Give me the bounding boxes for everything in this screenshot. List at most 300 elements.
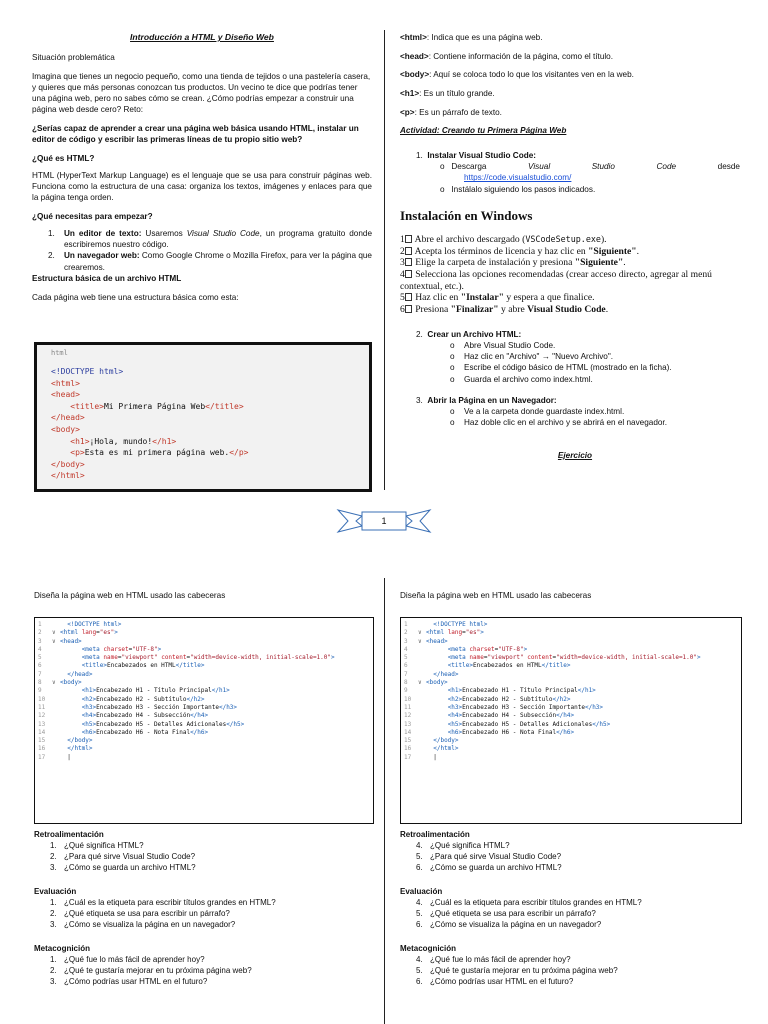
step2-title: Crear un Archivo HTML:: [427, 330, 522, 340]
code-token: <body>: [51, 424, 80, 434]
question-text: ¿Qué significa HTML?: [64, 841, 144, 850]
install-step: [400, 246, 740, 258]
tag-name: <p>: [400, 107, 415, 117]
bullet-item: [450, 406, 740, 417]
code-token: >: [697, 654, 701, 662]
code-token: <title>: [81, 662, 107, 670]
code-token: Esta es mi primera página web.: [84, 448, 230, 458]
necesitas-list: [32, 228, 372, 272]
question-text: ¿Cuál es la etiqueta para escribir títulos grandes en HTML?: [64, 898, 276, 907]
code-row: [38, 696, 370, 704]
line-number: 6: [38, 662, 42, 670]
bullet-circle-icon: o: [440, 184, 445, 194]
code-token: <h1>: [447, 687, 463, 695]
install-step: [400, 292, 740, 304]
missing-glyph-icon: [405, 235, 412, 243]
line-number: 15: [404, 737, 412, 745]
code-row: [404, 737, 738, 745]
item-number: 2.: [48, 251, 55, 261]
actividad-title: Actividad: Creando tu Primera Página Web: [400, 126, 567, 136]
question-number: 1.: [50, 898, 57, 907]
item-bold: Un navegador web:: [64, 251, 140, 261]
code-token: Encabezado H4 - Subsección: [96, 712, 191, 720]
code-token: <html: [60, 629, 82, 637]
code-row: [404, 662, 738, 670]
code-token: <title>: [447, 662, 473, 670]
question-section: [400, 943, 740, 987]
step-text: Presiona: [415, 303, 451, 315]
code-token: </head>: [433, 670, 459, 678]
desde-label: desde: [717, 162, 740, 172]
step1-number: 1.: [416, 151, 423, 161]
question-item: [400, 897, 740, 908]
code-token: Encabezados en HTML: [106, 662, 176, 670]
step-text: Selecciona las opciones recomendadas (crear acceso directo, agregar al menú contextual, etc.).: [400, 268, 712, 292]
step-text-c: .: [623, 257, 626, 269]
question-number: 4.: [416, 898, 423, 907]
fold-chevron-icon: ∨: [418, 637, 422, 645]
code-token: </h2>: [186, 695, 205, 703]
code-token: <head>: [426, 637, 448, 645]
question-item: [34, 840, 374, 851]
code-token: <body>: [426, 679, 448, 687]
section-title: Metacognición: [400, 944, 457, 953]
code-token: </h3>: [218, 703, 238, 711]
code-lines: [51, 366, 355, 482]
code-token: <h5>: [447, 720, 463, 728]
code-token: name: [469, 654, 484, 662]
tag-desc: : Indica que es una página web.: [426, 33, 543, 42]
code-token: =: [96, 629, 100, 637]
question-item: [34, 908, 374, 919]
code-token: </h6>: [190, 728, 209, 736]
code-row: [38, 654, 370, 662]
bullet-item: [450, 340, 740, 351]
question-number: 3.: [50, 863, 57, 872]
step-number: 3: [400, 257, 405, 269]
item-body: [64, 250, 372, 272]
code-token: </body>: [67, 737, 93, 745]
tag-desc: : Es un párrafo de texto.: [414, 107, 502, 117]
page1-left-column: [32, 32, 372, 303]
bullet-circle-icon: o: [450, 417, 455, 427]
install-step: [400, 257, 740, 269]
step1-download: [416, 161, 740, 172]
ejercicio-heading: Ejercicio: [557, 450, 593, 460]
line-number: 16: [38, 745, 46, 753]
fold-chevron-icon: ∨: [52, 679, 56, 687]
code-token: <h2>: [81, 695, 97, 703]
page2-column-divider: [384, 578, 385, 1024]
tag-definition: [400, 69, 740, 80]
step1-title: Instalar Visual Studio Code:: [427, 151, 536, 161]
step-number: 6: [400, 303, 405, 315]
step-text: Elige la carpeta de instalación y presiona: [415, 257, 575, 269]
step3-list: [416, 406, 740, 428]
item-pre: Como Google Chrome o Mozilla Firefox, para ver la página que crearemos.: [64, 251, 372, 272]
step-text: Abre el archivo descargado (: [414, 234, 526, 246]
step2-list: [416, 340, 740, 384]
code-line: [51, 389, 355, 401]
install-heading: Instalación en Windows: [400, 207, 533, 223]
question-text: ¿Qué etiqueta se usa para escribir un párrafo?: [430, 909, 596, 918]
line-number: 8: [404, 679, 408, 687]
code-token: <meta: [81, 645, 104, 653]
code-token: >: [157, 645, 162, 653]
code-line: [51, 378, 355, 390]
code-token: </title>: [175, 662, 205, 670]
line-number: 7: [38, 670, 42, 678]
item-bold: Un editor de texto:: [64, 229, 142, 239]
question-item: [400, 908, 740, 919]
line-number: 17: [38, 753, 46, 761]
line-number: 5: [404, 654, 408, 662]
line-number: 9: [38, 687, 42, 695]
situacion-label: Situación problemática: [32, 52, 115, 62]
line-number: 2: [404, 629, 408, 637]
question-number: 2.: [50, 852, 57, 861]
code-row: [404, 654, 738, 662]
code-token: <h6>: [81, 728, 97, 736]
question-item: [400, 851, 740, 862]
line-number: 13: [38, 720, 46, 728]
question-item: [400, 976, 740, 987]
tag-desc: : Aquí se coloca todo lo que los visitantes ven en la web.: [429, 70, 634, 80]
item-italic: Visual Studio Code: [186, 229, 260, 239]
question-number: 1.: [50, 841, 57, 850]
step-bold: "Finalizar": [450, 303, 499, 315]
code-token: </h1>: [152, 436, 177, 446]
code-token: </head>: [67, 670, 93, 678]
line-number: 8: [38, 679, 42, 687]
step-text-c: y abre: [498, 303, 528, 315]
code-token: <head>: [60, 637, 82, 645]
line-number: 2: [38, 629, 42, 637]
tag-definition: [400, 51, 740, 62]
question-section: [400, 829, 740, 873]
question-number: 5.: [416, 909, 423, 918]
fold-chevron-icon: ∨: [418, 629, 422, 637]
code-token: </html>: [51, 471, 85, 481]
code-row: [38, 721, 370, 729]
question-section: [34, 829, 374, 873]
tag-definition: [400, 88, 740, 99]
line-number: 3: [404, 637, 408, 645]
code-token: Encabezado H2 - Subtítulo: [462, 695, 553, 703]
section-title: Metacognición: [34, 944, 91, 953]
code-token: <head>: [51, 390, 80, 400]
vs-word-2: Studio: [591, 162, 615, 172]
page1-column-divider: [384, 30, 385, 490]
tag-desc: : Es un título grande.: [419, 88, 495, 98]
step-text-b: ).: [600, 234, 607, 246]
bullet-item: [450, 417, 740, 428]
code-token: </h5>: [226, 720, 245, 728]
step-text-c: .: [636, 245, 639, 257]
step-number: 2: [400, 245, 405, 257]
question-number: 4.: [416, 841, 423, 850]
step-text: Haz clic en: [415, 292, 461, 304]
estructura-text: Cada página web tiene una estructura básica como esta:: [32, 292, 239, 302]
question-item: [34, 919, 374, 930]
bullet-circle-icon: o: [450, 363, 455, 373]
necesitas-item: [32, 228, 372, 250]
step-mono: VSCodeSetup.exe: [525, 234, 601, 245]
code-token: =: [552, 654, 557, 662]
code-token: =: [186, 654, 191, 662]
step3-title: Abrir la Página en un Navegador:: [427, 395, 557, 405]
line-number: 4: [38, 645, 42, 653]
line-number: 5: [38, 654, 42, 662]
question-text: ¿Para qué sirve Visual Studio Code?: [64, 852, 196, 861]
question-section: [34, 886, 374, 930]
fold-chevron-icon: ∨: [418, 679, 422, 687]
vscode-download-link[interactable]: https://code.visualstudio.com/: [464, 173, 572, 183]
line-number: 14: [38, 728, 46, 736]
code-token: Encabezado H1 - Título Principal: [462, 687, 578, 695]
code-token: =: [462, 629, 466, 637]
code-row: [38, 737, 370, 745]
code-row: [38, 745, 370, 753]
code-row: [404, 687, 738, 695]
question-text: ¿Qué te gustaría mejorar en tu próxima página web?: [64, 966, 252, 975]
bullet-circle-icon: o: [450, 352, 455, 362]
vs-word-1: Visual: [528, 162, 551, 172]
code-token: >: [480, 629, 484, 637]
code-row: [404, 712, 738, 720]
line-number: 10: [38, 695, 46, 703]
code-token: </p>: [229, 448, 249, 458]
tag-name: <body>: [400, 70, 430, 80]
code-row: [38, 679, 370, 687]
code-token: </h2>: [552, 695, 571, 703]
tag-name: <html>: [400, 33, 427, 42]
code-token: <h4>: [447, 712, 463, 720]
code-token: Encabezado H1 - Título Principal: [96, 687, 212, 695]
page2-left-heading: Diseña la página web en HTML usado las cabeceras: [34, 591, 226, 600]
item-pre: Usaremos: [141, 229, 187, 239]
line-number: 1: [404, 621, 408, 628]
code-token: |: [67, 753, 71, 761]
fold-chevron-icon: ∨: [52, 637, 56, 645]
question-text: ¿Cómo se guarda un archivo HTML?: [430, 863, 562, 872]
question-text: ¿Cuál es la etiqueta para escribir títulos grandes en HTML?: [430, 898, 642, 907]
question-item: [400, 862, 740, 873]
question-number: 1.: [50, 955, 57, 964]
bullet-circle-icon: o: [440, 162, 445, 172]
code-line: [51, 447, 355, 459]
code-token: "UTF-8": [132, 645, 158, 653]
que-es-text: HTML (HyperText Markup Language) es el lenguaje que se usa para construir páginas web. Funciona como la estructura de una casa: organiza los textos, imágenes y enlaces para que la página tenga orden.: [32, 171, 372, 203]
step3: 3. Abrir la Página en un Navegador: o Ve a la carpeta donde guardaste index.html. o Haz doble clic en el archivo y se abrirá en el navegador.: [400, 395, 740, 428]
code-token: >: [114, 629, 118, 637]
code-token: =: [117, 654, 122, 662]
situacion-text: Imagina que tienes un negocio pequeño, como una tienda de tejidos o una pastelería casera, y quieres que más personas conozcan tus productos. Un vecino te dice que podrías tener una página web, pero no sabes cómo se crean. ¿Cómo podrías empezar a construir una página web desde cero? Reto:: [32, 71, 371, 114]
section-title: Evaluación: [34, 887, 77, 896]
question-section: [400, 886, 740, 930]
code-token: content: [527, 654, 553, 662]
step1: [400, 150, 740, 194]
code-token: <html>: [51, 378, 80, 388]
bullet-text: Haz clic en "Archivo" → "Nuevo Archivo".: [464, 352, 614, 362]
question-text: ¿Qué significa HTML?: [430, 841, 510, 850]
question-text: ¿Qué etiqueta se usa para escribir un párrafo?: [64, 909, 230, 918]
code-token: >: [331, 654, 335, 662]
question-number: 6.: [416, 977, 423, 986]
code-token: </h3>: [584, 703, 604, 711]
code-row: [404, 646, 738, 654]
step-bold: "Instalar": [460, 292, 504, 304]
code-token: Mi Primera Página Web: [103, 401, 206, 411]
question-number: 2.: [50, 909, 57, 918]
code-token: <meta: [447, 654, 470, 662]
question-number: 4.: [416, 955, 423, 964]
line-number: 3: [38, 637, 42, 645]
code-token: <h1>: [70, 436, 90, 446]
code-row: [404, 679, 738, 687]
code-line: [51, 424, 355, 436]
code-token: <h1>: [81, 687, 97, 695]
code-token: |: [433, 753, 437, 761]
page2-right-heading: Diseña la página web en HTML usado las cabeceras: [400, 591, 592, 600]
code-line: [51, 470, 355, 482]
question-text: ¿Cómo se visualiza la página en un navegador?: [64, 920, 236, 929]
code-row: [38, 629, 370, 637]
code-token: Encabezado H6 - Nota Final: [96, 728, 191, 736]
page2-left-sections: [34, 829, 374, 987]
code-row: [404, 621, 738, 629]
code-token: </html>: [67, 745, 93, 753]
section-title: Retroalimentación: [400, 830, 470, 839]
code-token: </h4>: [556, 712, 575, 720]
line-number: 11: [38, 703, 46, 711]
necesitas-item: [32, 250, 372, 272]
question-text: ¿Cómo podrías usar HTML en el futuro?: [64, 977, 208, 986]
code-row: [404, 704, 738, 712]
code-token: Encabezado H3 - Sección Importante: [462, 703, 585, 711]
bullet-circle-icon: o: [450, 406, 455, 416]
code-row: [38, 662, 370, 670]
missing-glyph-icon: [405, 305, 412, 313]
code-token: "width=device-width, initial-scale=1.0": [556, 654, 698, 662]
line-number: 16: [404, 745, 412, 753]
code-row: [404, 696, 738, 704]
question-text: ¿Qué fue lo más fácil de aprender hoy?: [430, 955, 571, 964]
code-token: "viewport": [121, 654, 158, 662]
question-number: 2.: [50, 966, 57, 975]
tag-desc: : Contiene información de la página, como el título.: [428, 51, 614, 61]
code-token: </h5>: [592, 720, 611, 728]
step-number: 4: [400, 268, 405, 280]
line-number: 1: [38, 621, 42, 628]
line-number: 15: [38, 737, 46, 745]
code-token: <!DOCTYPE html>: [433, 621, 488, 628]
code-token: Encabezado H5 - Detalles Adicionales: [96, 720, 227, 728]
tag-name: <h1>: [400, 88, 420, 98]
line-number: 17: [404, 753, 412, 761]
code-token: <!DOCTYPE html>: [67, 621, 122, 628]
code-token: =: [494, 645, 499, 653]
question-item: [400, 965, 740, 976]
question-item: [400, 840, 740, 851]
question-item: [34, 897, 374, 908]
code-token: <html: [426, 629, 448, 637]
page-title: Introducción a HTML y Diseño Web: [130, 32, 274, 42]
code-token: <h3>: [447, 703, 463, 711]
code-row: [38, 754, 370, 762]
code-token: Encabezado H6 - Nota Final: [462, 728, 557, 736]
code-token: Encabezado H5 - Detalles Adicionales: [462, 720, 593, 728]
reto-question: ¿Serías capaz de aprender a crear una página web básica usando HTML, instalar un editor de código y escribir las primeras líneas de tu propio sitio web?: [32, 123, 359, 144]
tag-name: <head>: [400, 51, 429, 61]
code-row: [38, 704, 370, 712]
code-row: [404, 721, 738, 729]
step-number: 1: [400, 234, 405, 246]
code-token: </h1>: [211, 687, 230, 695]
code-token: </h1>: [577, 687, 596, 695]
question-number: 6.: [416, 863, 423, 872]
code-row: [38, 712, 370, 720]
code-token: <body>: [60, 679, 82, 687]
code-token: =: [483, 654, 488, 662]
install-step: [400, 269, 740, 292]
code-token: >: [523, 645, 528, 653]
step-text: Acepta los términos de licencia y haz clic en: [414, 245, 589, 257]
code-token: "es": [465, 629, 481, 637]
bullet-text: Ve a la carpeta donde guardaste index.html.: [464, 406, 625, 416]
code-token: <h5>: [81, 720, 97, 728]
code-token: lang: [81, 629, 97, 637]
code-token: </h6>: [556, 728, 575, 736]
question-item: [34, 954, 374, 965]
question-text: ¿Cómo se visualiza la página en un navegador?: [430, 920, 602, 929]
code-token: </body>: [433, 737, 459, 745]
necesitas-heading: ¿Qué necesitas para empezar?: [32, 212, 153, 222]
code-language-label: html: [51, 349, 68, 357]
question-text: ¿Cómo podrías usar HTML en el futuro?: [430, 977, 574, 986]
code-token: </body>: [51, 459, 85, 469]
question-number: 5.: [416, 852, 423, 861]
question-item: [34, 965, 374, 976]
line-number: 12: [404, 712, 412, 720]
question-item: [400, 954, 740, 965]
fold-chevron-icon: ∨: [52, 629, 56, 637]
code-token: "viewport": [487, 654, 524, 662]
code-token: lang: [447, 629, 463, 637]
install-step: [400, 304, 740, 316]
code-token: Encabezado H4 - Subsección: [462, 712, 557, 720]
basic-html-code-block: [34, 342, 372, 492]
code-token: <h6>: [447, 728, 463, 736]
code-token: Encabezado H2 - Subtítulo: [96, 695, 187, 703]
tag-definition: [400, 107, 740, 118]
bullet-item: [450, 374, 740, 385]
code-token: </head>: [51, 413, 85, 423]
bullet-text: Abre Visual Studio Code.: [464, 341, 556, 351]
install-steps: [400, 234, 740, 315]
code-token: =: [128, 645, 133, 653]
que-es-heading: ¿Qué es HTML?: [32, 154, 95, 164]
code-row: [38, 621, 370, 629]
line-number: 6: [404, 662, 408, 670]
bullet-circle-icon: o: [450, 374, 455, 384]
bullet-text: Guarda el archivo como index.html.: [464, 374, 593, 384]
step-bold: "Siguiente": [588, 245, 637, 257]
line-number: 10: [404, 695, 412, 703]
line-number: 14: [404, 728, 412, 736]
code-row: [404, 671, 738, 679]
bullet-item: [450, 362, 740, 373]
